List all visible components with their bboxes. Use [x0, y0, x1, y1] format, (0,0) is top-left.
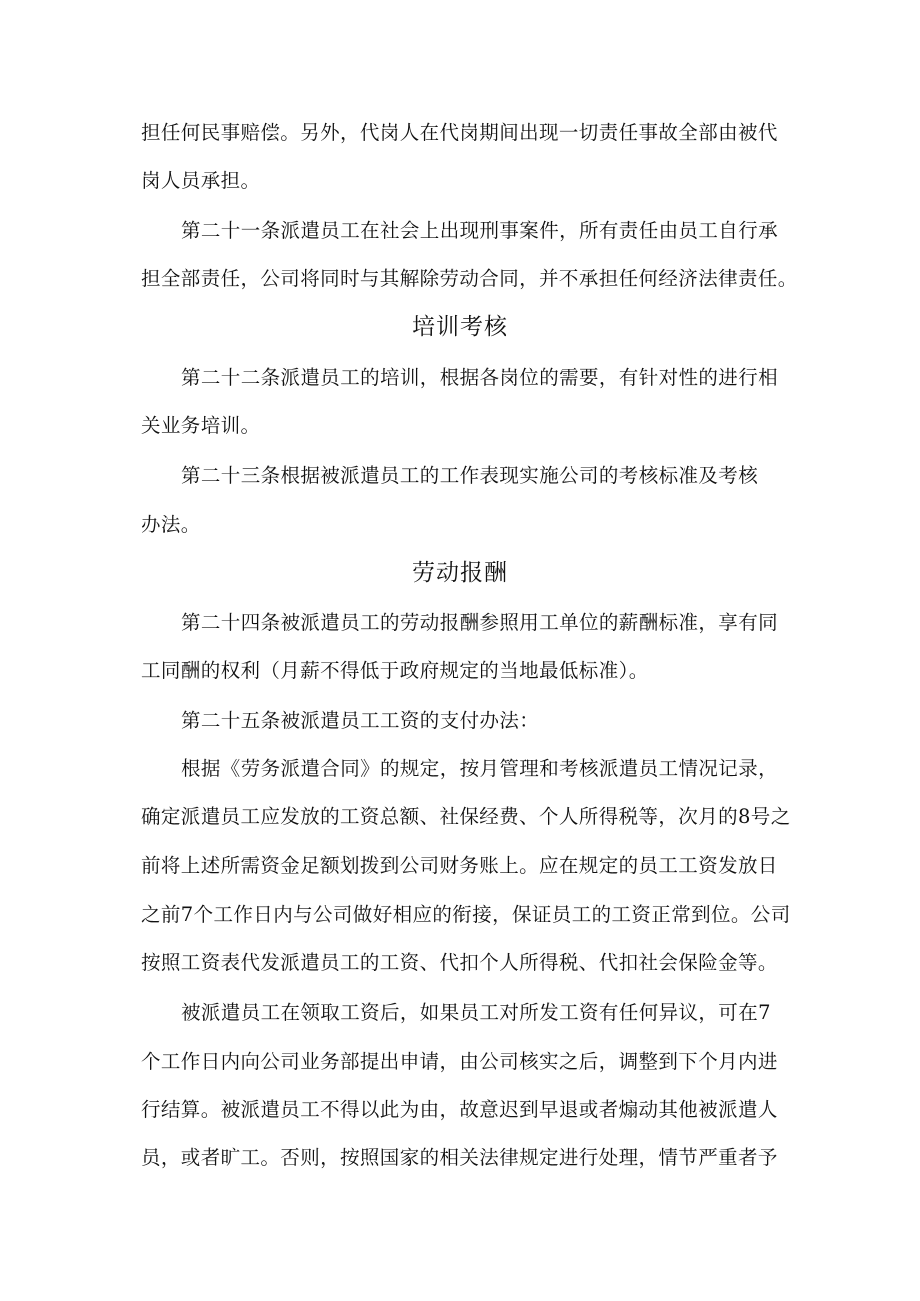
body-text-line: 个工作日内向公司业务部提出申请，由公司核实之后，调整到下个月内进 [141, 1050, 778, 1073]
body-text-line: 按照工资表代发派遣员工的工资、代扣个人所得税、代扣社会保险金等。 [141, 951, 778, 974]
paragraph-start: 被派遣员工在领取工资后，如果员工对所发工资有任何异议，可在7 [181, 1001, 771, 1024]
body-text-line: 确定派遣员工应发放的工资总额、社保经费、个人所得税等，次月的8号之 [141, 805, 791, 828]
body-text-line: 工同酬的权利（月薪不得低于政府规定的当地最低标准）。 [141, 659, 649, 682]
body-text-line: 关业务培训。 [141, 414, 261, 437]
article-25-start: 第二十五条被派遣员工工资的支付办法： [181, 709, 540, 732]
body-text-line: 行结算。被派遣员工不得以此为由，故意迟到早退或者煽动其他被派遣人 [141, 1098, 778, 1121]
section-heading-compensation: 劳动报酬 [412, 560, 508, 586]
article-21-start: 第二十一条派遣员工在社会上出现刑事案件，所有责任由员工自行承 [181, 219, 779, 242]
article-24-start: 第二十四条被派遣员工的劳动报酬参照用工单位的薪酬标准，享有同 [181, 611, 779, 634]
article-22-start: 第二十二条派遣员工的培训，根据各岗位的需要，有针对性的进行相 [181, 366, 779, 389]
body-text-line: 担全部责任，公司将同时与其解除劳动合同，并不承担任何经济法律责任。 [141, 267, 798, 290]
body-text-line: 岗人员承担。 [141, 169, 261, 192]
body-text-line: 前将上述所需资金足额划拨到公司财务账上。应在规定的员工工资发放日 [141, 854, 778, 877]
body-text-line: 员，或者旷工。否则，按照国家的相关法律规定进行处理，情节严重者予 [141, 1146, 778, 1169]
body-text-line: 办法。 [141, 513, 201, 536]
body-text-line: 担任何民事赔偿。另外，代岗人在代岗期间出现一切责任事故全部由被代 [141, 121, 778, 144]
body-text-line: 之前7个工作日内与公司做好相应的衔接，保证员工的工资正常到位。公司 [141, 903, 791, 926]
article-23-start: 第二十三条根据被派遣员工的工作表现实施公司的考核标准及考核 [181, 464, 759, 487]
section-heading-training: 培训考核 [412, 314, 508, 340]
paragraph-start: 根据《劳务派遣合同》的规定，按月管理和考核派遣员工情况记录， [181, 757, 779, 780]
